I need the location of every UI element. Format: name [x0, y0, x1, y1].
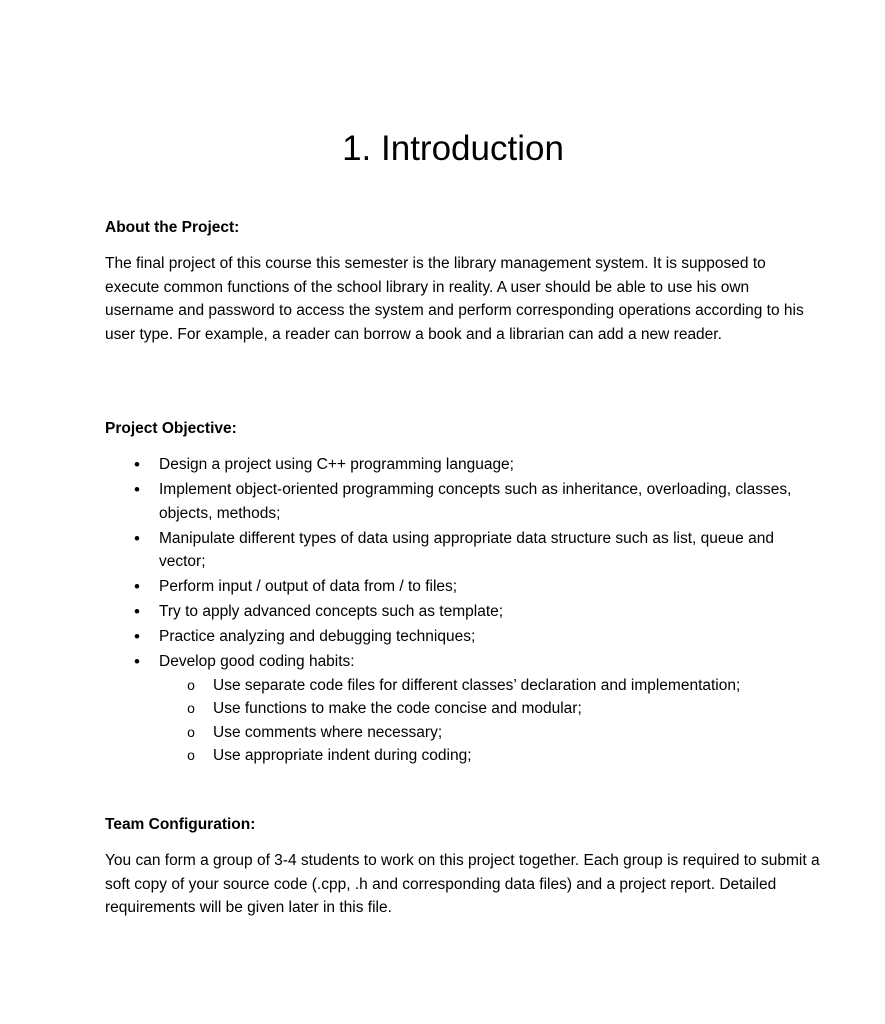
page-title: 1. Introduction [342, 129, 564, 168]
objective-section [105, 418, 815, 769]
list-item: • Try to apply advanced concepts such as template; [105, 600, 815, 624]
sub-list-item: o Use comments where necessary; [159, 721, 815, 745]
bullet-icon: • [134, 627, 140, 647]
bullet-icon: • [134, 602, 140, 622]
bullet-icon: • [134, 577, 140, 597]
about-heading: About the Project: [105, 219, 240, 236]
sub-list-item: o Use separate code files for different classes’ declaration and implementation; [159, 674, 815, 698]
bullet-icon: • [134, 479, 140, 499]
list-item: • Perform input / output of data from / to files; [105, 575, 815, 599]
sub-list-item: o Use appropriate indent during coding; [159, 744, 815, 768]
objective-list [105, 453, 815, 768]
circle-bullet-icon: o [187, 723, 195, 740]
list-item: • Develop good coding habits: o Use separate code files for different classes’ declaration and implementation; o Use functions to make the code concise and modular; o Use comments where necessary; o Use appropriate indent during coding; [105, 650, 815, 768]
team-heading: Team Configuration: [105, 816, 256, 833]
coding-habits-sublist [159, 674, 815, 768]
bullet-icon: • [134, 652, 140, 672]
sub-list-item: o Use functions to make the code concise and modular; [159, 697, 815, 721]
circle-bullet-icon: o [187, 747, 195, 764]
circle-bullet-icon: o [187, 700, 195, 717]
team-paragraph: You can form a group of 3-4 students to work on this project together. Each group is required to submit a soft copy of your source code (.cpp, .h and corresponding data files) and a project report. Detailed requirements will be given later in this file. [105, 852, 820, 917]
list-item: • Design a project using C++ programming language; [105, 453, 815, 477]
list-item: • Implement object-oriented programming concepts such as inheritance, overloading, classes, objects, methods; [105, 478, 815, 525]
team-section [105, 814, 820, 920]
list-item: • Manipulate different types of data using appropriate data structure such as list, queue and vector; [105, 527, 815, 574]
about-paragraph: The final project of this course this semester is the library management system. It is supposed to execute common functions of the school library in reality. A user should be able to use his own username and password to access the system and perform corresponding operations according to his user type. For example, a reader can borrow a book and a librarian can add a new reader. [105, 255, 804, 343]
circle-bullet-icon: o [187, 676, 195, 693]
objective-heading: Project Objective: [105, 420, 237, 437]
about-section [105, 217, 815, 346]
bullet-icon: • [134, 455, 140, 474]
list-item: • Practice analyzing and debugging techniques; [105, 625, 815, 649]
bullet-icon: • [134, 528, 140, 548]
